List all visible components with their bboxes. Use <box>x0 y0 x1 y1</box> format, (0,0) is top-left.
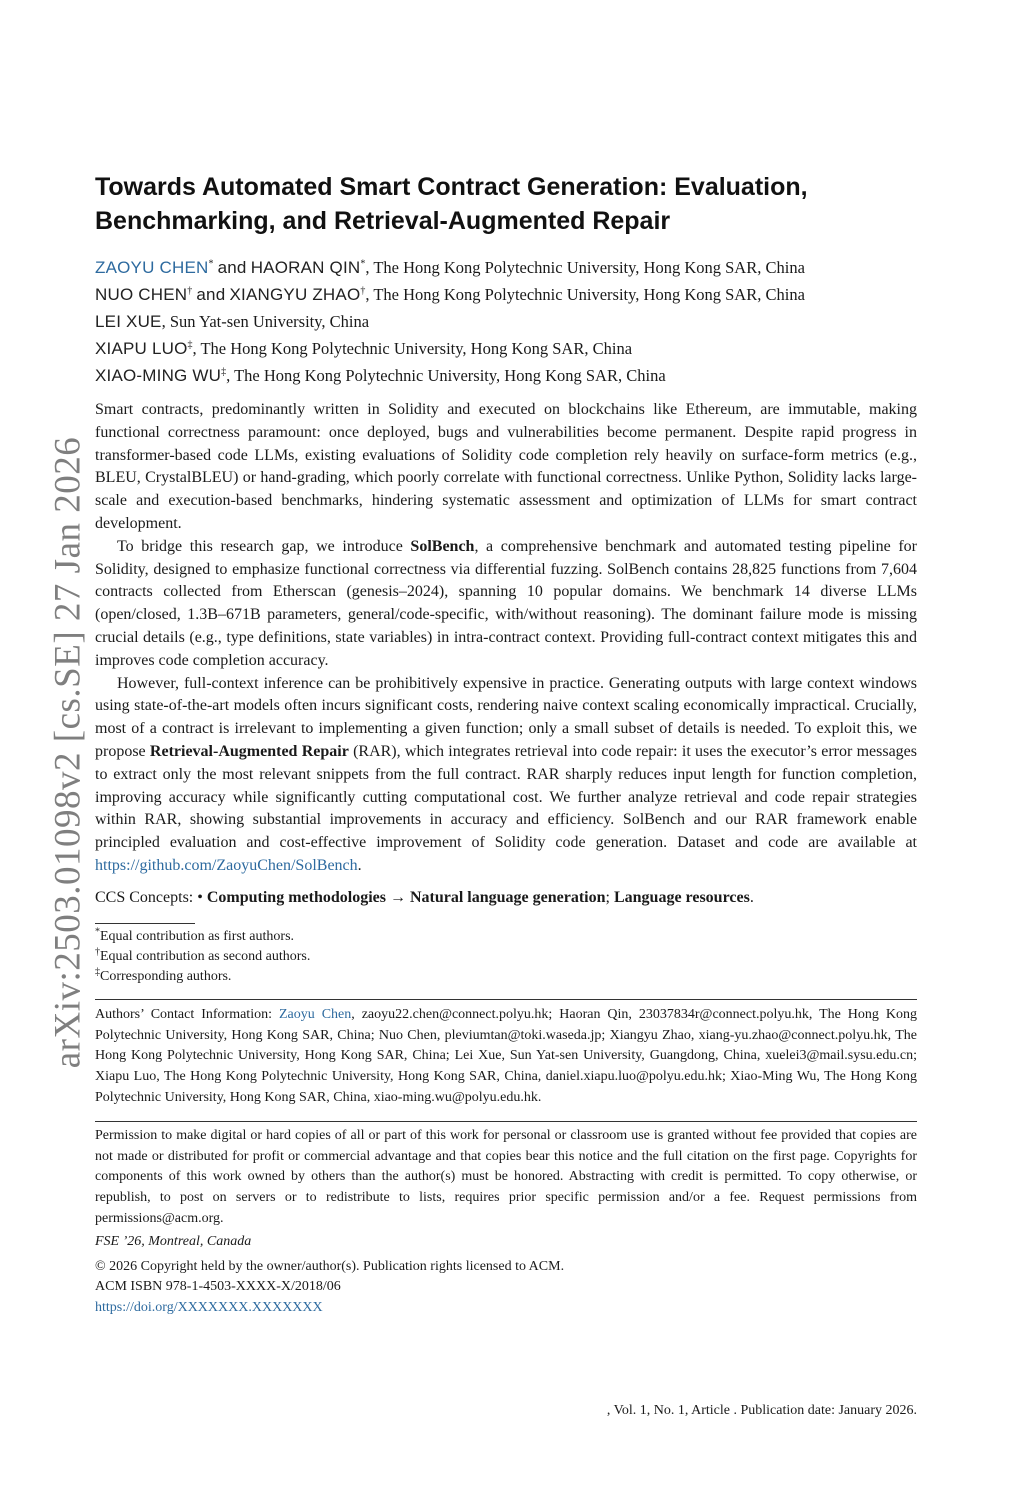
author-mark: ‡ <box>187 339 193 351</box>
author-line-4 <box>95 335 917 362</box>
footnote <box>95 967 917 987</box>
ccs-concept: Language resources <box>613 888 750 906</box>
footnote-mark: † <box>95 946 100 958</box>
contact-prefix: Authors’ Contact Information: <box>95 1006 279 1022</box>
abstract-text: To bridge this research gap, we introduce <box>117 537 411 555</box>
ccs-concept: Natural language generation <box>409 888 606 906</box>
paper-first-page <box>95 170 917 1318</box>
author-mark: * <box>208 258 214 270</box>
ccs-concepts <box>95 887 917 909</box>
author-line-1 <box>95 254 917 281</box>
abstract-text: However, full-context inference can be prohibitively expensive in practice. Generating outputs with large context windows using state-of-the-art models often incurs significant costs, rendering naive context scaling economically impractical. Crucially, most of a contract is irrelevant to implementing a given function; only a small subset of details is needed. To exploit this, we propose <box>95 674 917 760</box>
author-and: and <box>217 258 247 277</box>
permission-notice: Permission to make digital or hard copies of all or part of this work for personal or classroom use is granted without fee provided that copies are not made or distributed for profit or commercial advantage and that copies bear this notice and the full citation on the first page. Copyrights for components of this work owned by others than the author(s) must be honored. Abstracting with credit is permitted. To copy otherwise, or republish, to post on servers or to redistribute to lists, requires prior specific permission and/or a fee. Request permissions from permissions@acm.org. <box>95 1127 917 1226</box>
author-affiliation: , The Hong Kong Polytechnic University, Hong Kong SAR, China <box>226 366 666 385</box>
abstract-paragraph-1: Smart contracts, predominantly written in Solidity and executed on blockchains like Ethereum, are immutable, making functional correctness paramount: once deployed, bugs and vulnerabilities become permanent. Despite rapid progress in transformer-based code LLMs, existing evaluations of Solidity code completion rely heavily on surface-form metrics (e.g., BLEU, CrystalBLEU) or hand-grading, which poorly correlate with functional correctness. Unlike Python, Solidity lacks large-scale and execution-based benchmarks, hindering systematic assessment and optimization of LLMs for smart contract development. <box>95 401 917 532</box>
page-footer: , Vol. 1, No. 1, Article . Publication date: January 2026. <box>606 1403 917 1418</box>
ccs-arrow: → <box>385 888 410 906</box>
author-name: HAORAN QIN <box>250 258 361 277</box>
github-link[interactable]: https://github.com/ZaoyuChen/SolBench <box>95 856 358 874</box>
ccs-separator: ; <box>605 888 614 906</box>
isbn: ACM ISBN 978-1-4503-XXXX-X/2018/06 <box>95 1279 341 1295</box>
author-line-2 <box>95 281 917 308</box>
footnote-rule <box>95 923 195 924</box>
footnotes <box>95 927 917 987</box>
author-contact-link[interactable]: Zaoyu Chen <box>278 1006 352 1022</box>
author-name: XIAPU LUO <box>95 339 188 358</box>
author-mark: * <box>360 258 366 270</box>
solbench-term: SolBench <box>410 537 475 555</box>
abstract-text: (RAR), which integrates retrieval into code repair: it uses the executor’s error messages to extract only the most relevant snippets from the full contract. RAR sharply reduces input length for function completion, improving accuracy while significantly cutting computational cost. We further analyze retrieval and code repair strategies within RAR, showing substantial improvements in accuracy and efficiency. SolBench and our RAR framework enable principled evaluation and cost-effective improvement of Solidity code generation. Dataset and code are available at <box>95 742 918 852</box>
author-list <box>95 254 917 389</box>
footnote-mark: * <box>95 926 100 938</box>
author-name: LEI XUE <box>95 312 162 331</box>
copyright: © 2026 Copyright held by the owner/author(s). Publication rights licensed to ACM. <box>95 1258 565 1274</box>
footnote-text: Corresponding authors. <box>100 968 232 984</box>
abstract-paragraph-3 <box>95 673 917 878</box>
publication-meta <box>95 1257 917 1319</box>
footnote <box>95 947 917 967</box>
author-affiliation: , The Hong Kong Polytechnic University, Hong Kong SAR, China <box>192 339 633 358</box>
contact-text: , zaoyu22.chen@connect.polyu.hk; Haoran Qin, 23037834r@connect.polyu.hk, The Hong Kong Polytechnic University, Hong Kong SAR, China; Nuo Chen, pleviumtan@toki.waseda.jp; Xiangyu Zhao, xiang-yu.zhao@connect.polyu.hk, The Hong Kong Polytechnic University, Hong Kong SAR, China; Lei Xue, Sun Yat-sen University, Guangdong, China, xuelei3@mail.sysu.edu.cn; Xiapu Luo, The Hong Kong Polytechnic University, Hong Kong SAR, China, daniel.xiapu.luo@polyu.edu.hk; Xiao-Ming Wu, The Hong Kong Polytechnic University, Hong Kong SAR, China, xiao-ming.wu@polyu.edu.hk. <box>95 1006 917 1105</box>
footnote-mark: ‡ <box>95 966 100 978</box>
footnote-text: Equal contribution as second authors. <box>100 948 311 964</box>
author-affiliation: , The Hong Kong Polytechnic University, Hong Kong SAR, China <box>365 258 805 277</box>
author-affiliation: , Sun Yat-sen University, China <box>161 312 370 331</box>
author-name: XIANGYU ZHAO <box>229 285 361 304</box>
abstract-text: , a comprehensive benchmark and automated testing pipeline for Solidity, designed to emphasize functional correctness via differential fuzzing. SolBench contains 28,825 functions from 7,604 contracts collected from Etherscan (genesis–2024), spanning 10 popular domains. We benchmark 14 diverse LLMs (open/closed, 1.3B–671B parameters, general/code-specific, with/without reasoning). The dominant failure mode is missing crucial details (e.g., type definitions, state variables) in intra-contract context. Providing full-contract context mitigates this and improves code completion accuracy. <box>95 537 917 669</box>
ccs-concept: Computing methodologies <box>206 888 386 906</box>
author-and: and <box>196 285 226 304</box>
author-name: NUO CHEN <box>95 285 188 304</box>
ccs-label: CCS Concepts: • <box>95 888 207 906</box>
author-mark: † <box>187 285 193 297</box>
abstract-text: . <box>357 856 362 874</box>
ccs-end: . <box>749 888 754 906</box>
abstract <box>95 399 917 878</box>
author-mark: † <box>360 285 366 297</box>
rar-term: Retrieval-Augmented Repair <box>149 742 349 760</box>
divider <box>95 1121 917 1122</box>
author-name: XIAO-MING WU <box>95 366 222 385</box>
author-mark: ‡ <box>221 366 227 378</box>
abstract-paragraph-2 <box>95 536 917 673</box>
paper-title: Towards Automated Smart Contract Generation: Evaluation, Benchmarking, and Retrieval-Augmented Repair <box>95 173 808 235</box>
author-affiliation: , The Hong Kong Polytechnic University, Hong Kong SAR, China <box>365 285 805 304</box>
footnote-text: Equal contribution as first authors. <box>100 928 295 944</box>
author-name-link[interactable]: ZAOYU CHEN <box>95 258 209 277</box>
venue: FSE ’26, Montreal, Canada <box>95 1233 252 1249</box>
author-line-5 <box>95 362 917 389</box>
arxiv-identifier: arXiv:2503.01098v2 [cs.SE] 27 Jan 2026 <box>47 436 89 1069</box>
author-line-3 <box>95 308 917 335</box>
author-contact-info <box>95 1005 917 1109</box>
doi-link[interactable]: https://doi.org/XXXXXXX.XXXXXXX <box>95 1299 323 1315</box>
footnote <box>95 927 917 947</box>
divider <box>95 999 917 1000</box>
